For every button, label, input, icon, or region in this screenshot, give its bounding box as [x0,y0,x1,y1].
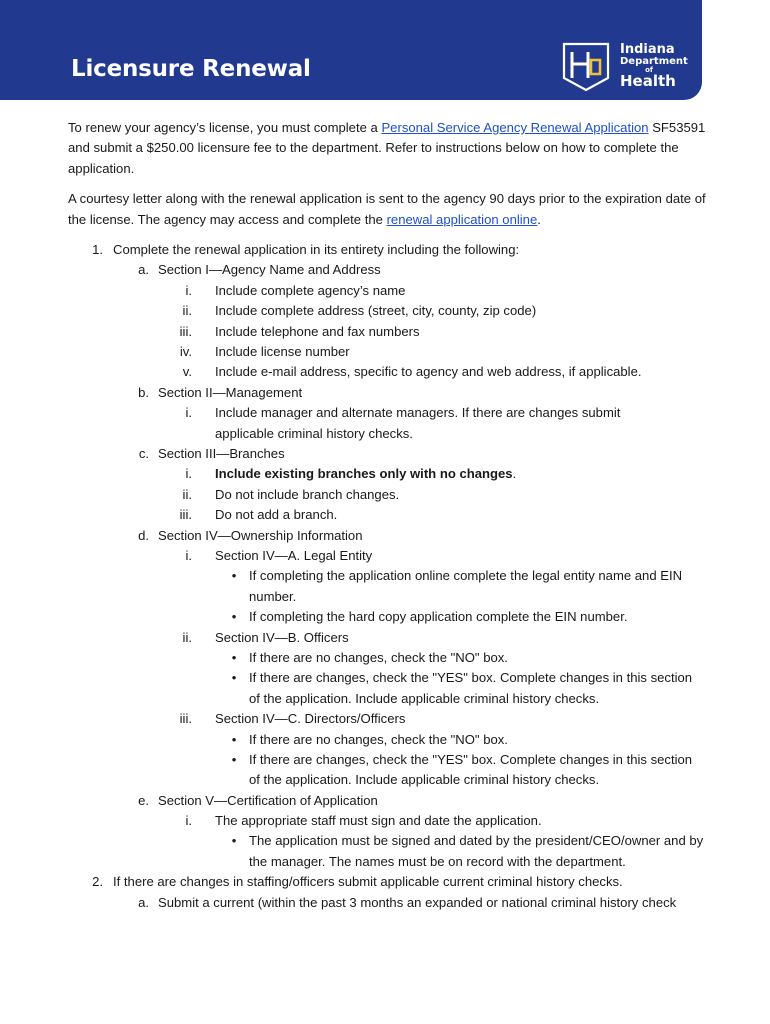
list-item [68,322,708,342]
bullet-marker: • [231,649,237,665]
list-marker: ii. [182,629,192,645]
list-item [68,709,708,729]
list-item [68,301,708,321]
logo-emblem-icon [558,40,614,94]
list-item-text: Section IV—A. Legal Entity [215,547,373,563]
list-item [68,750,708,791]
intro-1-text-end: SF53591 and submit a $250.00 licensure fee to the department. Refer to instructions below on how to complete the application. [68,120,706,176]
list-item [68,362,708,382]
instructions-list [68,240,708,913]
punctuation: . [512,466,517,482]
list-item-text: Section I—Agency Name and Address [158,262,381,278]
logo-wordmark [620,43,688,89]
renewal-application-online-link[interactable]: renewal application online [386,211,538,227]
list-item [68,464,708,484]
list-item-text: Section III—Branches [158,445,285,461]
logo-line-department: Department [620,56,688,67]
list-item-text: Include telephone and fax numbers [215,323,420,339]
bullet-marker: • [231,609,237,625]
list-item-text: Include license number [215,343,350,359]
intro-1-text: To renew your agency’s license, you must complete a [68,120,382,135]
list-item [68,260,708,280]
list-item [68,872,708,892]
list-item [68,668,708,709]
list-marker: a. [138,894,149,910]
logo-line-indiana: Indiana [620,42,675,57]
list-item [68,485,708,505]
list-marker: ii. [182,303,192,319]
list-item [68,281,708,301]
list-item-text: If there are changes in staffing/officers submit applicable current criminal history checks. [113,874,623,890]
list-item [68,628,708,648]
list-item [68,403,708,444]
intro-2-text-end: . [537,211,541,227]
list-item-text: Submit a current (within the past 3 months an expanded or national criminal history check [158,894,677,910]
list-item [68,607,708,627]
list-marker: i. [185,547,192,563]
bullet-marker: • [231,731,237,747]
list-item-text: Do not include branch changes. [215,486,400,502]
list-item [68,546,708,566]
list-item-text: If completing the hard copy application complete the EIN number. [249,609,628,625]
list-item [68,240,708,260]
renewal-application-link[interactable]: Personal Service Agency Renewal Application [381,120,649,135]
header-banner [0,0,702,100]
list-item-text: Include complete agency’s name [215,282,406,298]
bullet-marker: • [231,568,237,584]
list-marker: iv. [179,343,192,359]
list-marker: i. [185,405,192,421]
logo-line-health: Health [620,72,676,90]
list-marker: v. [182,364,192,380]
list-marker: iii. [179,323,192,339]
logo-line-of: of [645,66,653,74]
bullet-marker: • [231,833,237,849]
list-marker: iii. [179,507,192,523]
list-marker: i. [185,466,192,482]
document-body [68,118,708,913]
list-item-text: Include manager and alternate managers. If there are changes submit applicable criminal history checks. [215,405,621,441]
list-item-text: Include complete address (street, city, county, zip code) [215,303,537,319]
list-marker: 2. [92,874,103,890]
list-item-text: Section IV—B. Officers [215,629,349,645]
list-marker: ii. [182,486,192,502]
list-item-text: Section II—Management [158,384,303,400]
list-item-text [215,464,516,484]
list-item [68,444,708,464]
list-item-text: Complete the renewal application in its entirety including the following: [113,242,520,258]
list-marker: i. [185,813,192,829]
list-item [68,566,708,607]
page-title: Licensure Renewal [71,56,311,82]
list-item-text: The appropriate staff must sign and date the application. [215,813,542,829]
bullet-marker: • [231,751,237,767]
list-item-text: Section IV—C. Directors/Officers [215,711,406,727]
list-marker: 1. [92,242,103,258]
list-item-text: If there are no changes, check the "NO" box. [249,649,508,665]
list-item [68,383,708,403]
list-item-text: The application must be signed and dated by the president/CEO/owner and by the manager. The names must be on record with the department. [249,833,704,869]
list-marker: a. [138,262,149,278]
list-marker: e. [138,792,149,808]
list-item [68,526,708,546]
bold-text: Include existing branches only with no changes [215,466,513,482]
list-marker: b. [138,384,149,400]
list-marker: iii. [179,711,192,727]
list-item-text: If there are changes, check the "YES" box. Complete changes in this section of the application. Include applicable criminal history checks. [249,751,693,788]
list-item [68,342,708,362]
list-marker: i. [185,282,192,298]
list-item [68,811,708,831]
intro-2-text: A courtesy letter along with the renewal application is sent to the agency 90 days prior to the expiration date of the license. The agency may access and complete the [68,191,706,227]
intro-paragraph-2 [68,189,708,230]
list-item [68,730,708,750]
list-item-text: Section V—Certification of Application [158,792,378,808]
list-item-text: Include e-mail address, specific to agency and web address, if applicable. [215,364,642,380]
list-item-text: If there are changes, check the "YES" box. Complete changes in this section of the application. Include applicable criminal history checks. [249,670,693,706]
list-marker: d. [138,527,149,543]
intro-paragraph-1 [68,118,708,179]
indiana-department-of-health-logo [558,40,688,94]
list-item [68,791,708,811]
list-marker: c. [138,445,149,461]
list-item-text: If completing the application online complete the legal entity name and EIN number. [249,568,683,604]
list-item-text: If there are no changes, check the "NO" box. [249,731,508,747]
list-item [68,893,708,913]
list-item [68,648,708,668]
list-item-text: Do not add a branch. [215,507,338,523]
list-item [68,505,708,525]
bullet-marker: • [231,670,237,686]
list-item-text: Section IV—Ownership Information [158,527,363,543]
list-item [68,831,708,872]
